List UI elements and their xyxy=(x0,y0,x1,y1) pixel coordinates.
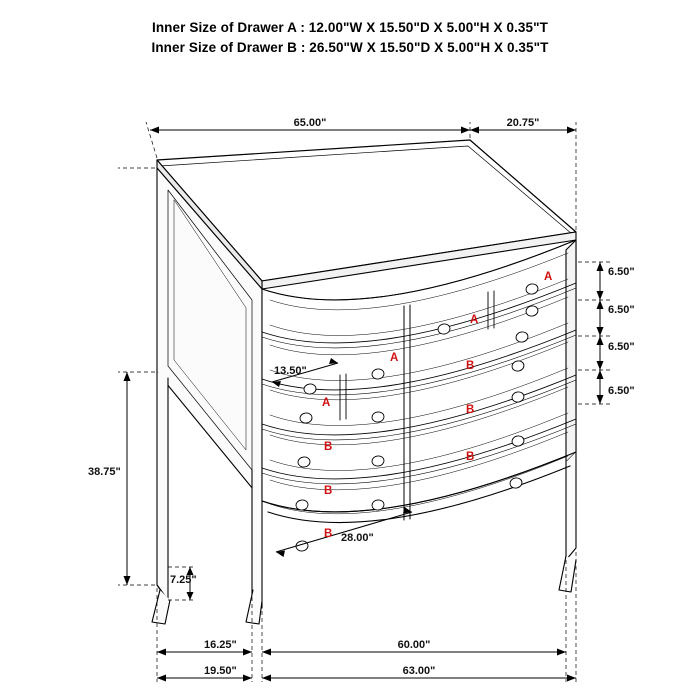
dim-right-3: 6.50" xyxy=(608,341,635,353)
drawer-label-b: B xyxy=(466,451,475,463)
dim-right-2: 6.50" xyxy=(608,304,635,316)
drawer-label-a: A xyxy=(390,352,399,364)
dim-depth-base: 16.25" xyxy=(204,639,237,651)
dim-top-width-side: 20.75" xyxy=(506,117,540,129)
drawer-label-a: A xyxy=(322,397,331,409)
drawer-label-b: B xyxy=(324,528,333,540)
dim-drawer-large-width: 28.00" xyxy=(341,532,374,544)
drawer-label-b: B xyxy=(324,485,333,497)
dim-top-width-main: 65.00" xyxy=(293,117,327,129)
drawer-label-b: B xyxy=(324,441,333,453)
dim-leg-height: 7.25" xyxy=(170,574,197,586)
drawer-label-b: B xyxy=(466,404,475,416)
drawer-label-b: B xyxy=(466,360,475,372)
drawer-label-a: A xyxy=(544,271,553,283)
dim-depth-base-outer: 19.50" xyxy=(204,665,237,677)
drawer-label-a: A xyxy=(470,314,479,326)
dim-front-width-inner: 60.00" xyxy=(397,639,431,651)
drawer-b-size-text: Inner Size of Drawer B : 26.50"W X 15.50"D X 5.00"H X 0.35"T xyxy=(151,40,549,55)
dresser-body xyxy=(152,140,576,624)
dim-drawer-small-width: 13.50" xyxy=(274,365,307,377)
drawer-a-size-text: Inner Size of Drawer A : 12.00"W X 15.50"D X 5.00"H X 0.35"T xyxy=(151,20,548,35)
dim-overall-height: 38.75" xyxy=(88,466,121,478)
dim-right-4: 6.50" xyxy=(608,385,635,397)
dim-right-1: 6.50" xyxy=(608,266,635,278)
dim-front-width-outer: 63.00" xyxy=(402,665,436,677)
